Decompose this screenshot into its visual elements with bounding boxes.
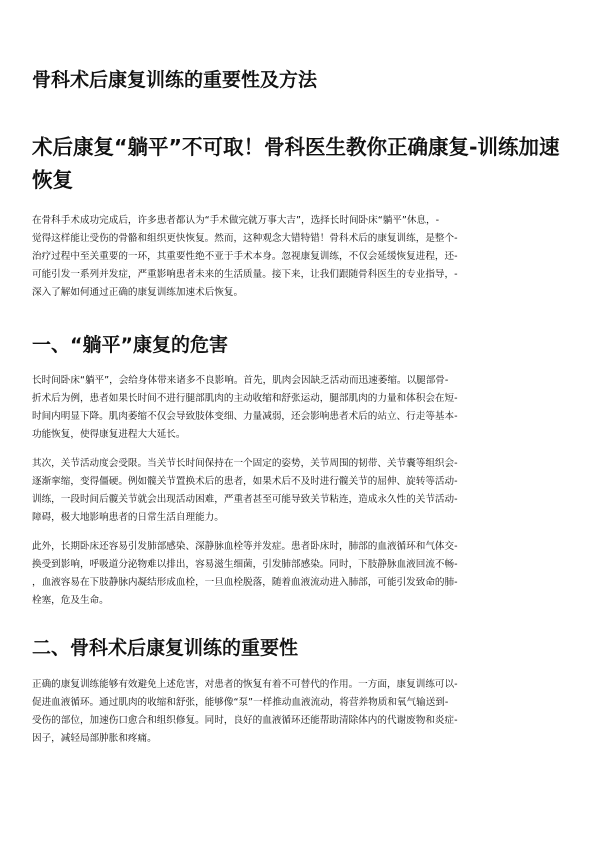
text-line: 受伤的部位，加速伤口愈合和组织修复。同时，良好的血液循环还能帮助清除体内的代谢废物和炎症- bbox=[32, 715, 458, 726]
text-line: 正确的康复训练能够有效避免上述危害，对患者的恢复有着不可替代的作用。一方面，康复训练可以- bbox=[32, 679, 458, 690]
text-line: 换受到影响，呼吸道分泌物难以排出，容易滋生细菌，引发肺部感染。同时，下肢静脉血液回流不畅- bbox=[32, 559, 458, 570]
text-line: 逐渐挛缩，变得僵硬。例如髋关节置换术后的患者，如果术后不及时进行髋关节的屈伸、旋转等活动- bbox=[32, 476, 458, 487]
text-line: 此外，长期卧床还容易引发肺部感染、深静脉血栓等并发症。患者卧床时，肺部的血液循环和气体交- bbox=[32, 541, 458, 552]
text-line: 时间内明显下降。肌肉萎缩不仅会导致肢体变细、力量减弱，还会影响患者术后的站立、行走等基本- bbox=[32, 411, 458, 422]
text-line: 可能引发一系列并发症，严重影响患者未来的生活质量。接下来，让我们跟随骨科医生的专业指导，- bbox=[32, 269, 458, 280]
text-line: ，血液容易在下肢静脉内凝结形成血栓，一旦血栓脱落，随着血液流动进入肺部，可能引发致命的肺- bbox=[32, 577, 458, 588]
text-line: 因子，减轻局部肿胀和疼痛。 bbox=[32, 733, 157, 744]
text-line: 折术后为例，患者如果长时间不进行腿部肌肉的主动收缩和舒张运动，腿部肌肉的力量和体积会在短- bbox=[32, 393, 458, 404]
section-heading: 二、骨科术后康复训练的重要性 bbox=[32, 637, 299, 659]
text-line: 其次，关节活动度会受限。当关节长时间保持在一个固定的姿势，关节周围的韧带、关节囊等组织会- bbox=[32, 458, 458, 469]
article-title: 术后康复“躺平”不可取！骨科医生教你正确康复-训练加速恢复 bbox=[32, 135, 560, 192]
text-line: 障碍，极大地影响患者的日常生活自理能力。 bbox=[32, 512, 224, 523]
text-line: 功能恢复，使得康复进程大大延长。 bbox=[32, 429, 186, 440]
section-heading: 一、“躺平”康复的危害 bbox=[32, 334, 228, 356]
text-line: 栓塞，危及生命。 bbox=[32, 595, 109, 606]
document-title: 骨科术后康复训练的重要性及方法 bbox=[32, 69, 318, 91]
body-paragraph bbox=[32, 455, 565, 527]
text-line: 促进血液循环。通过肌肉的收缩和舒张，能够像“泵”一样推动血液流动，将营养物质和氧气输送到- bbox=[32, 697, 449, 708]
intro-paragraph bbox=[32, 212, 565, 302]
body-paragraph bbox=[32, 676, 565, 748]
text-line: 长时间卧床“躺平”，会给身体带来诸多不良影响。首先，肌肉会因缺乏活动而迅速萎缩。以腿部骨- bbox=[32, 375, 449, 386]
text-line: 深入了解如何通过正确的康复训练加速术后恢复。 bbox=[32, 287, 244, 298]
text-line: 觉得这样能让受伤的骨骼和组织更快恢复。然而，这种观念大错特错！骨科术后的康复训练，是整个- bbox=[32, 233, 458, 244]
body-paragraph bbox=[32, 538, 565, 610]
text-line: 在骨科手术成功完成后，许多患者都认为“手术做完就万事大吉”，选择长时间卧床“躺平”休息，- bbox=[32, 215, 440, 226]
body-paragraph bbox=[32, 372, 565, 444]
text-line: 训练，一段时间后髋关节就会出现活动困难，严重者甚至可能导致关节粘连，造成永久性的关节活动- bbox=[32, 494, 458, 505]
text-line: 治疗过程中至关重要的一环，其重要性绝不亚于手术本身。忽视康复训练，不仅会延缓恢复进程，还- bbox=[32, 251, 458, 262]
